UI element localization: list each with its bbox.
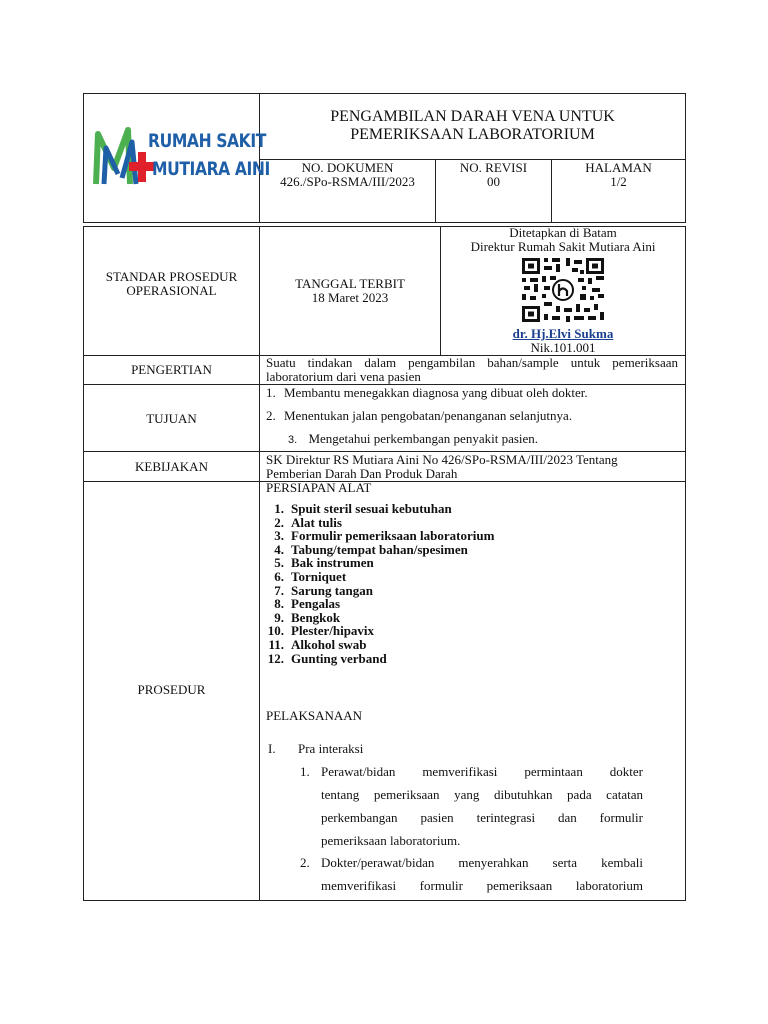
page-cell	[552, 161, 685, 189]
list-item-num: 3.	[274, 528, 284, 544]
border-line	[83, 222, 686, 223]
sop-label-line2: OPERASIONAL	[126, 283, 217, 298]
kebijakan-line2: Pemberian Darah Dan Produk Darah	[266, 466, 458, 481]
list-item-num: 7.	[274, 582, 284, 598]
step-2-num: 2.	[300, 855, 310, 870]
kebijakan-line1: SK Direktur RS Mutiara Aini No 426/SPo-RSMA/III/2023 Tentang	[266, 452, 618, 467]
border-line	[259, 226, 260, 901]
border-line	[685, 226, 686, 901]
title-line-2: PEMERIKSAAN LABORATORIUM	[350, 126, 595, 143]
tools-list	[262, 502, 494, 665]
list-item	[262, 624, 494, 638]
step-1-line: tentang pemeriksaan yang dibutuhkan pada catatan	[321, 787, 643, 802]
sop-label	[84, 270, 259, 298]
list-item	[262, 570, 494, 584]
step-2-line: Dokter/perawat/bidan menyerahkan serta kembali	[321, 855, 643, 870]
kebijakan-text	[266, 453, 678, 481]
tujuan-item-num: 2.	[266, 408, 276, 423]
set-at-text: Ditetapkan di Batam	[509, 225, 617, 240]
list-item-num: 1.	[274, 501, 284, 516]
signer-nik: Nik.101.001	[530, 340, 596, 355]
list-item-num: 6.	[274, 568, 284, 584]
list-item	[262, 652, 494, 666]
list-item-text: Spuit steril sesuai kebutuhan	[291, 501, 452, 516]
tujuan-item-text: Menentukan jalan pengobatan/penanganan selanjutnya.	[284, 408, 573, 423]
list-item-num: 9.	[274, 609, 284, 625]
qr-code-icon	[521, 257, 605, 323]
step-1-text	[321, 764, 643, 856]
border-line	[83, 481, 686, 482]
persiapan-alat-title: PERSIAPAN ALAT	[266, 480, 372, 495]
list-item	[262, 597, 494, 611]
revision-label: NO. REVISI	[459, 160, 528, 175]
tujuan-item-2	[266, 408, 572, 424]
list-item-text: Formulir pemeriksaan laboratorium	[291, 528, 495, 544]
list-item-text: Plester/hipavix	[291, 623, 375, 639]
doc-number-value: 426./SPo-RSMA/III/2023	[280, 174, 415, 189]
revision-value: 00	[487, 174, 500, 189]
list-item-text: Bak instrumen	[291, 555, 374, 571]
list-item	[262, 543, 494, 557]
approval-cell	[441, 226, 685, 254]
prosedur-label: PROSEDUR	[137, 682, 206, 697]
list-item-num: 5.	[274, 555, 284, 571]
section-num: I.	[268, 741, 276, 756]
pelaksanaan-title: PELAKSANAAN	[266, 708, 363, 723]
page-value: 1/2	[610, 174, 627, 189]
step-1-line: Perawat/bidan memverifikasi permintaan dokter	[321, 764, 643, 779]
list-item-text: Sarung tangan	[291, 582, 373, 598]
pengertian-line2: laboratorium dari vena pasien	[266, 369, 421, 384]
step-1-line: perkembangan pasien terintegrasi dan formulir	[321, 810, 643, 825]
director-title: Direktur Rumah Sakit Mutiara Aini	[470, 239, 656, 254]
list-item-text: Bengkok	[291, 609, 341, 625]
border-line	[83, 93, 84, 223]
pengertian-text	[266, 356, 678, 384]
border-line	[83, 93, 686, 94]
doc-number-cell	[260, 161, 435, 189]
list-item-text: Torniquet	[291, 568, 347, 584]
pengertian-line1: Suatu tindakan dalam pengambilan bahan/sample untuk pemeriksaan	[266, 355, 678, 370]
list-item-text: Alkohol swab	[291, 636, 367, 652]
list-item	[262, 529, 494, 543]
revision-cell	[436, 161, 551, 189]
step-1-line: pemeriksaan laboratorium.	[321, 833, 461, 848]
list-item	[262, 638, 494, 652]
list-item-text: Alat tulis	[291, 514, 342, 530]
list-item-text: Tabung/tempat bahan/spesimen	[291, 541, 468, 557]
document-title	[260, 108, 685, 144]
list-item-text: Gunting verband	[291, 650, 387, 666]
step-2-line: memverifikasi formulir pemeriksaan laboratorium	[321, 878, 643, 893]
tujuan-item-text: Membantu menegakkan diagnosa yang dibuat oleh dokter.	[284, 385, 588, 400]
tujuan-label: TUJUAN	[146, 411, 197, 426]
section-title: Pra interaksi	[298, 741, 364, 756]
list-item-num: 10.	[267, 623, 284, 639]
issue-date-value: 18 Maret 2023	[311, 290, 389, 305]
border-line	[83, 226, 84, 901]
step-1-num: 1.	[300, 764, 310, 779]
step-2-text	[321, 855, 643, 901]
doc-number-label: NO. DOKUMEN	[301, 160, 394, 175]
list-item	[262, 611, 494, 625]
tujuan-item-num: 3.	[288, 434, 298, 446]
tujuan-item-num: 1.	[266, 385, 276, 400]
logo-text-line2: MUTIARA AINI	[152, 158, 270, 180]
qr-code	[521, 257, 605, 323]
list-item	[262, 516, 494, 530]
page-label: HALAMAN	[585, 160, 652, 175]
kebijakan-label: KEBIJAKAN	[135, 459, 208, 474]
section-heading	[268, 741, 363, 757]
list-item-num: 12.	[267, 650, 284, 666]
issue-date-cell	[260, 277, 440, 305]
logo-text-line1: RUMAH SAKIT	[148, 130, 266, 152]
list-item-num: 11.	[268, 636, 284, 652]
pengertian-label: PENGERTIAN	[131, 362, 212, 377]
hospital-logo	[92, 124, 270, 186]
list-item-num: 8.	[274, 596, 284, 612]
sop-label-line1: STANDAR PROSEDUR	[105, 269, 238, 284]
tujuan-item-1	[266, 385, 588, 401]
title-line-1: PENGAMBILAN DARAH VENA UNTUK	[330, 108, 615, 125]
issue-date-label: TANGGAL TERBIT	[295, 276, 405, 291]
list-item-num: 4.	[274, 541, 284, 557]
list-item	[262, 556, 494, 570]
list-item	[262, 502, 494, 516]
list-item	[262, 584, 494, 598]
tujuan-item-3	[288, 431, 538, 448]
tujuan-item-text: Mengetahui perkembangan penyakit pasien.	[308, 431, 539, 446]
list-item-num: 2.	[274, 514, 284, 530]
border-line	[685, 93, 686, 223]
signer-name: dr. Hj.Elvi Sukma	[512, 326, 614, 341]
list-item-text: Pengalas	[291, 596, 341, 612]
